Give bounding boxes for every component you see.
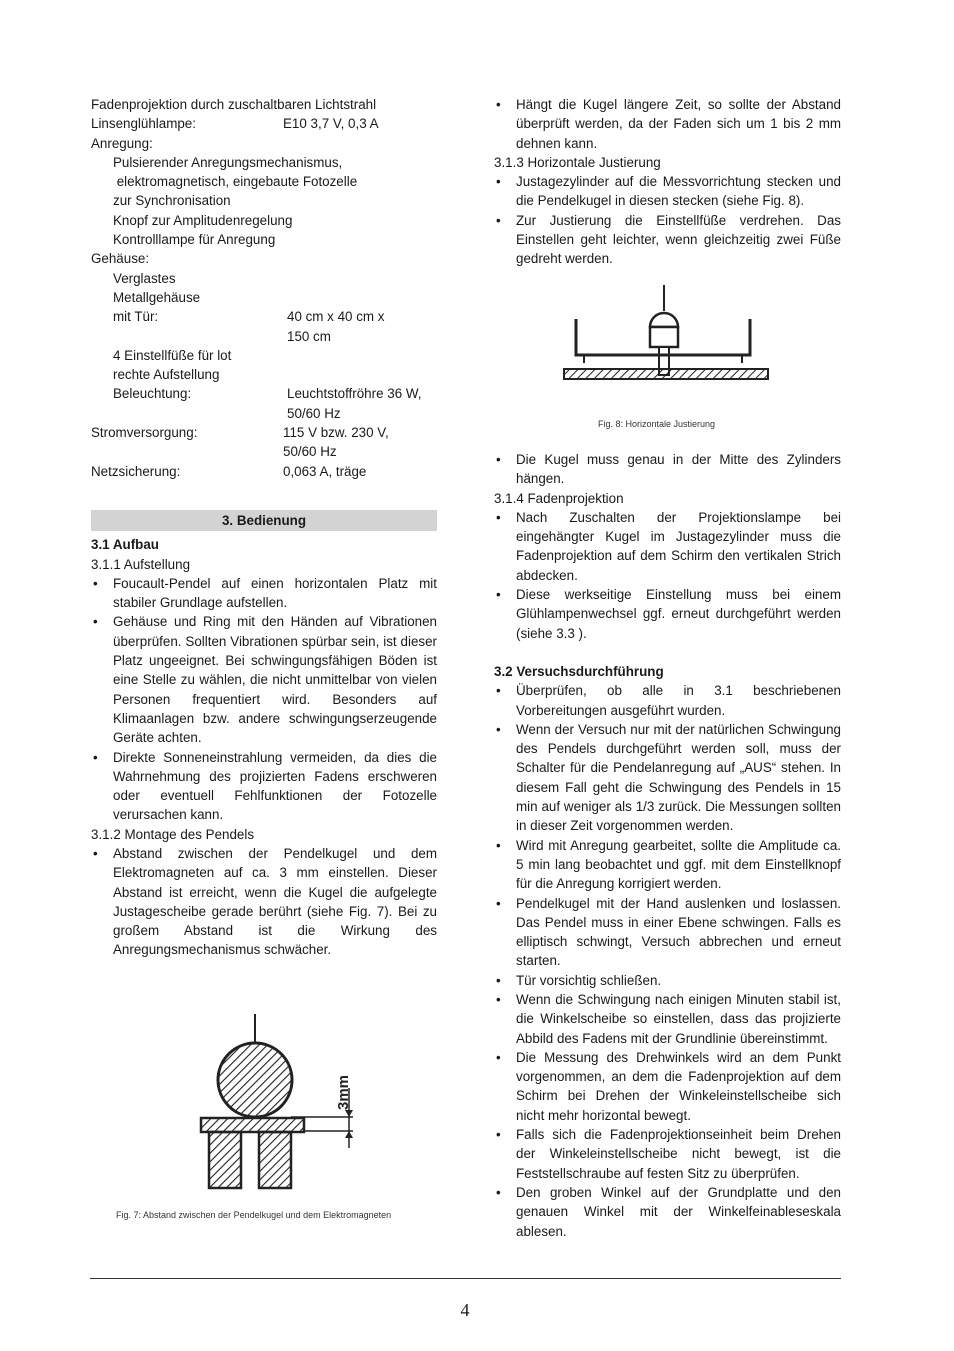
subsection-heading: 3.1 Aufbau [91,537,159,553]
list-item: • Falls sich die Fadenprojektionseinheit beim Drehen der Winkeleinstellscheibe nicht bewegt, ist die Feststellschraube auf festen Sitz zu überprüfen. [494,1125,841,1183]
list-item: • Wenn die Schwingung nach einigen Minuten stabil ist, die Winkelscheibe so einstellen, dass das projizierte Abbild des Fadens mit der Grundlinie übereinstimmt. [494,990,841,1048]
footer-rule [90,1278,841,1279]
fig7-dimension-label: 3mm [335,1074,352,1110]
list-item: • Wird mit Anregung gearbeitet, sollte die Amplitude ca. 5 min lang beobachtet und ggf. mit dem Einstellknopf für die Anregung korrigiert werden. [494,836,841,894]
list-item: • Direkte Sonneneinstrahlung vermeiden, da dies die Wahrnehmung des projizierten Fadens erschweren oder eventuell Fehlfunktionen der Fotozelle verursachen kann. [91,748,437,825]
spec-line: Metallgehäuse [113,289,201,305]
bullet-list [494,95,841,153]
spec-value: 0,063 A, träge [283,463,367,479]
spec-value: E10 3,7 V, 0,3 A [283,116,379,132]
spec-value-line: 50/60 Hz [287,405,341,421]
magnet-pole-left [209,1132,241,1188]
spec-label: mit Tür: [113,309,159,325]
subsection-heading: 3.1.2 Montage des Pendels [91,826,255,842]
spec-label: Beleuchtung: [113,386,192,402]
spec-label: Anregung: [91,135,153,151]
section-heading-bar: 3. Bedienung [91,510,437,531]
figure-caption: Fig. 7: Abstand zwischen der Pendelkugel und dem Elektromagneten [116,1209,392,1220]
spec-line: Kontrolllampe für Anregung [113,232,276,248]
list-item: • Den groben Winkel auf der Grundplatte und den genauen Winkel mit der Winkelfeinableseskala ablesen. [494,1183,841,1241]
list-item: • Tür vorsichtig schließen. [494,971,841,990]
spec-value [283,423,389,462]
list-item: • Zur Justierung die Einstellfüße verdrehen. Das Einstellen geht leichter, wenn gleichzeitig zwei Füße gedreht werden. [494,211,841,269]
bullet-list [494,172,841,268]
adjustment-cylinder [650,327,678,347]
spec-line: elektromagnetisch, eingebaute Fotozelle [113,174,358,190]
figure-caption: Fig. 8: Horizontale Justierung [597,418,716,429]
list-item: • Justagezylinder auf die Messvorrichtung stecken und die Pendelkugel in diesen stecken (siehe Fig. 8). [494,172,841,211]
spec-line: zur Synchronisation [113,193,231,209]
fig8-diagram [494,283,841,413]
list-item: • Abstand zwischen der Pendelkugel und dem Elektromagneten auf ca. 3 mm einstellen. Dieser Abstand ist erreicht, wenn die Kugel die aufgelegte Justagescheibe gerade berührt (siehe Fig. 7). Bei zu großem Abstand ist die Wirkung des Anregungsmechanismus schwächer. [91,844,437,960]
spec-value-line: Leuchtstoffröhre 36 W, [287,386,422,402]
spec-label: Netzsicherung: [91,463,181,479]
bullet-list [91,574,437,825]
spec-row-lamp [91,114,437,133]
subsection-heading: 3.1.1 Aufstellung [91,556,191,572]
figure-8 [494,283,841,413]
subsection-heading: 3.1.3 Horizontale Justierung [494,154,661,170]
fig7-diagram [91,1000,437,1190]
spec-line: Pulsierender Anregungsmechanismus, [113,154,343,170]
pendulum-ball [218,1043,292,1117]
adjustment-disc [201,1118,304,1132]
spec-line: 4 Einstellfüße für lot [113,347,232,363]
base-plate [564,369,768,379]
spec-value-line: 40 cm x 40 cm x [287,309,385,325]
spec-line: rechte Aufstellung [113,367,220,383]
figure-7 [91,1000,437,1190]
left-column [91,95,437,1225]
spec-value [287,307,384,346]
spec-label: Linsenglühlampe: [91,116,196,132]
bullet-list [494,450,841,489]
spec-line: Knopf zur Amplitudenregelung [113,212,293,228]
list-item: • Die Messung des Drehwinkels wird an dem Punkt vorgenommen, an dem die Fadenprojektion auf dem Schirm bei Drehen der Winkeleinstellscheibe sich nicht mehr horizontal bewegt. [494,1048,841,1125]
right-column [494,95,841,1241]
bullet-list [91,844,437,960]
spec-row-lighting [91,384,437,423]
list-item: • Gehäuse und Ring mit den Händen auf Vibrationen überprüfen. Sollten Vibrationen spürbar sein, ist dieser Platz ungeeignet. Bei schwingungsfähigen Böden ist eine Stelle zu wählen, die nicht unmittelbar von vielen Personen frequentiert wird. Besonders auf Klimaanlagen bzw. andere schwingungserzeugende Geräte achten. [91,612,437,747]
spec-row-fuse [91,462,437,481]
subsection-heading: 3.2 Versuchsdurchführung [494,663,664,679]
spec-line: Verglastes [113,270,176,286]
spec-line: Fadenprojektion durch zuschaltbaren Lichtstrahl [91,97,377,112]
pendulum-ball [650,313,678,327]
page-number: 4 [460,1300,470,1320]
spec-value-line: 115 V bzw. 230 V, [283,425,389,441]
list-item: • Diese werkseitige Einstellung muss bei einem Glühlampenwechsel ggf. erneut durchgeführt werden (siehe 3.3 ). [494,585,841,643]
spec-row-door [91,307,437,346]
spec-value-line: 150 cm [287,328,331,344]
bullet-list [494,508,841,643]
subsection-heading: 3.1.4 Fadenprojektion [494,490,624,506]
list-item: • Wenn der Versuch nur mit der natürlichen Schwingung des Pendels durchgeführt werden soll, muss der Schalter für die Pendelanregung auf „AUS“ stehen. In diesem Fall geht die Schwingung des Pendels in 15 min auf weniger als 1/3 zurück. Die Messungen sollten in dieser Zeit vorgenommen werden. [494,720,841,836]
spec-label: Stromversorgung: [91,425,198,441]
list-item: • Hängt die Kugel längere Zeit, so sollte der Abstand überprüft werden, da der Faden sich um 1 bis 2 mm dehnen kann. [494,95,841,153]
spec-row-power [91,423,437,462]
list-item: • Pendelkugel mit der Hand auslenken und loslassen. Das Pendel muss in einer Ebene schwingen. Falls es elliptisch schwingt, Versuch abbrechen und erneut starten. [494,894,841,971]
magnet-pole-right [259,1132,291,1188]
spec-value-line: 50/60 Hz [283,444,337,460]
spec-value [287,384,421,423]
list-item: • Foucault-Pendel auf einen horizontalen Platz mit stabiler Grundlage aufstellen. [91,574,437,613]
list-item: • Nach Zuschalten der Projektionslampe bei eingehängter Kugel im Justagezylinder muss die Fadenprojektion auf dem Schirm den vertikalen Strich abdecken. [494,508,841,585]
list-item: • Überprüfen, ob alle in 3.1 beschriebenen Vorbereitungen ausgeführt wurden. [494,681,841,720]
list-item: • Die Kugel muss genau in der Mitte des Zylinders hängen. [494,450,841,489]
bullet-list [494,681,841,1241]
spec-label: Gehäuse: [91,251,150,267]
